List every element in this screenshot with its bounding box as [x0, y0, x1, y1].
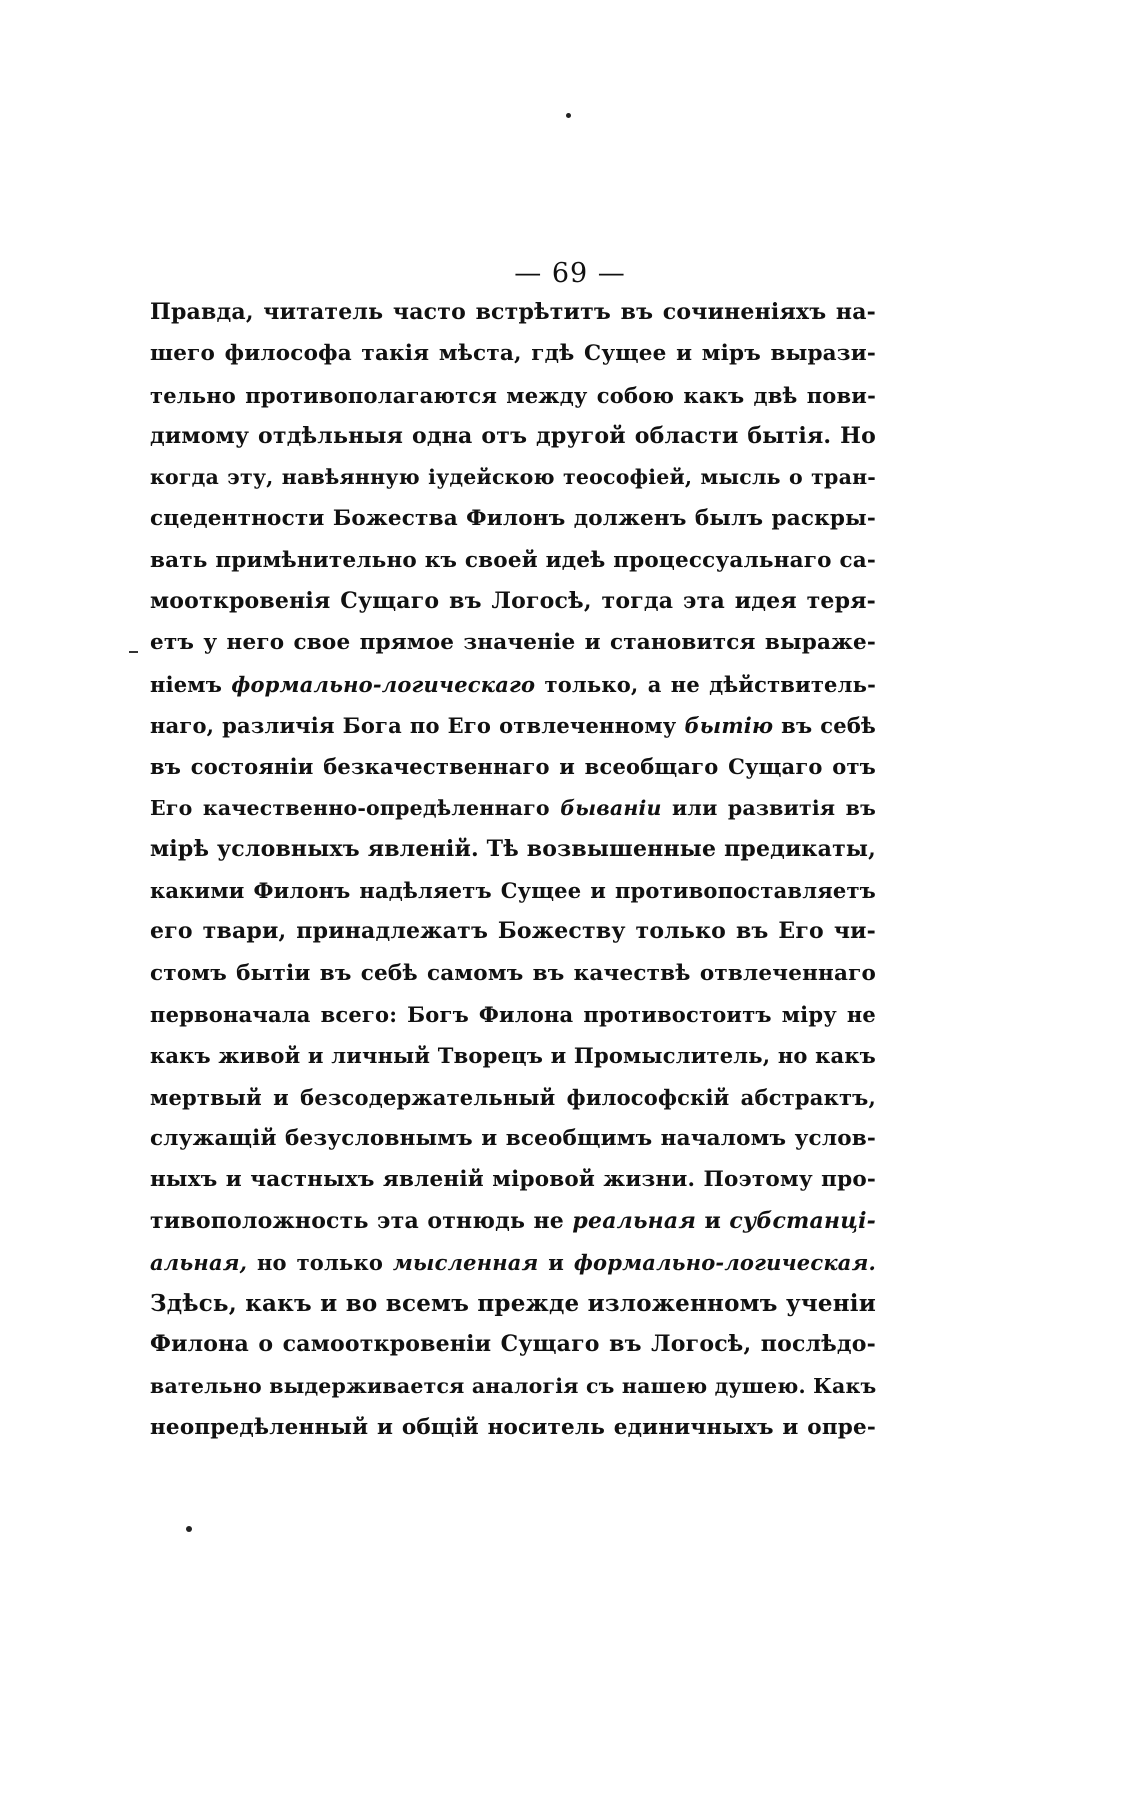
- text-line: [150, 953, 876, 994]
- text-line: [150, 1366, 876, 1407]
- text-line: [150, 622, 876, 663]
- text-line: [150, 581, 876, 622]
- italic-text-segment: бываніи: [560, 795, 662, 820]
- text-line: [150, 746, 876, 787]
- text-line: [150, 498, 876, 539]
- italic-text-segment: реальная: [572, 1207, 697, 1234]
- text-segment: неопредѣленный и общій носитель единичныхъ и опре-: [150, 1415, 876, 1441]
- italic-text-segment: альная,: [150, 1249, 248, 1275]
- text-line: [150, 1242, 876, 1283]
- text-segment: въ состояніи безкачественнаго и всеобщаго Сущаго отъ: [150, 754, 876, 780]
- text-segment: Его качественно-опредѣленнаго: [150, 795, 561, 820]
- text-segment: служащій безусловнымъ и всеобщимъ началомъ услов-: [150, 1125, 876, 1151]
- text-segment: первоначала всего: Богъ Филона противостоитъ міру не: [150, 1002, 876, 1028]
- italic-text-segment: субстанці-: [729, 1207, 876, 1234]
- ink-speck: [566, 113, 571, 118]
- text-segment: димому отдѣльныя одна отъ другой области бытія. Но: [150, 422, 876, 449]
- page-number: — 69 —: [514, 258, 626, 289]
- text-segment: его твари, принадлежатъ Божеству только въ Его чи-: [150, 918, 876, 945]
- text-segment: въ себѣ: [773, 712, 876, 738]
- text-segment: вательно выдерживается аналогія съ нашею душею. Какъ: [150, 1373, 877, 1398]
- text-line: [150, 1118, 876, 1159]
- text-segment: тивоположность эта отнюдь не: [150, 1207, 573, 1234]
- text-line: [150, 788, 876, 829]
- text-segment: наго, различія Бога по Его отвлеченному: [150, 712, 685, 738]
- text-line: [150, 1201, 876, 1242]
- italic-text-segment: формально-логическаго: [231, 671, 536, 697]
- text-segment: когда эту, навѣянную іудейскою теософіей, мысль о тран-: [150, 465, 876, 490]
- text-line: [150, 870, 876, 911]
- text-line: [150, 994, 876, 1035]
- text-segment: стомъ бытіи въ себѣ самомъ въ качествѣ отвлеченнаго: [150, 960, 876, 986]
- text-segment: но только: [247, 1249, 393, 1275]
- text-segment: только, а не дѣйствитель-: [535, 671, 876, 697]
- text-segment: Филона о самооткровеніи Сущаго въ Логосѣ, послѣдо-: [150, 1331, 876, 1358]
- text-segment: мірѣ условныхъ явленій. Тѣ возвышенные предикаты,: [150, 835, 877, 862]
- text-line: [150, 1407, 876, 1448]
- italic-text-segment: формально-логическая.: [573, 1249, 876, 1275]
- text-segment: какими Филонъ надѣляетъ Сущее и противопоставляетъ: [150, 878, 876, 904]
- text-segment: какъ живой и личный Творецъ и Промыслитель, но какъ: [150, 1043, 876, 1069]
- ink-speck: [186, 1526, 192, 1532]
- text-line: [150, 705, 876, 746]
- text-segment: ніемъ: [150, 671, 232, 697]
- text-segment: мертвый и безсодержательный философскій абстрактъ,: [150, 1084, 876, 1110]
- text-segment: сцедентности Божества Филонъ долженъ былъ раскры-: [150, 506, 876, 532]
- text-line: [150, 911, 876, 952]
- text-segment: етъ у него свое прямое значеніе и становится выраже-: [150, 630, 876, 656]
- text-line: [150, 664, 876, 705]
- body-text: [150, 292, 876, 1448]
- italic-text-segment: бытію: [684, 712, 774, 738]
- text-line: [150, 333, 876, 374]
- text-segment: Здѣсь, какъ и во всемъ прежде изложенномъ ученіи: [150, 1290, 876, 1318]
- text-segment: Правда, читатель часто встрѣтитъ въ сочиненіяхъ на-: [150, 299, 876, 325]
- text-line: [150, 829, 876, 870]
- text-segment: вать примѣнительно къ своей идеѣ процессуальнаго са-: [150, 547, 876, 573]
- text-line: [150, 1159, 876, 1200]
- text-segment: или развитія въ: [661, 795, 876, 820]
- text-line: [150, 457, 876, 498]
- text-line: [150, 375, 876, 416]
- text-line: [150, 1324, 876, 1365]
- text-segment: и: [538, 1249, 574, 1275]
- text-segment: ныхъ и частныхъ явленій міровой жизни. Поэтому про-: [150, 1167, 876, 1193]
- text-line: [150, 1077, 876, 1118]
- margin-mark: [129, 651, 138, 653]
- text-line: [150, 292, 876, 333]
- text-segment: тельно противополагаются между собою какъ двѣ пови-: [150, 382, 876, 408]
- text-segment: мооткровенія Сущаго въ Логосѣ, тогда эта идея теря-: [150, 588, 876, 615]
- text-line: [150, 416, 876, 457]
- text-segment: шего философа такія мѣста, гдѣ Сущее и міръ вырази-: [150, 341, 876, 367]
- italic-text-segment: мысленная: [392, 1249, 539, 1275]
- text-line: [150, 1283, 876, 1324]
- text-line: [150, 540, 876, 581]
- text-line: [150, 1035, 876, 1076]
- text-segment: и: [696, 1207, 730, 1234]
